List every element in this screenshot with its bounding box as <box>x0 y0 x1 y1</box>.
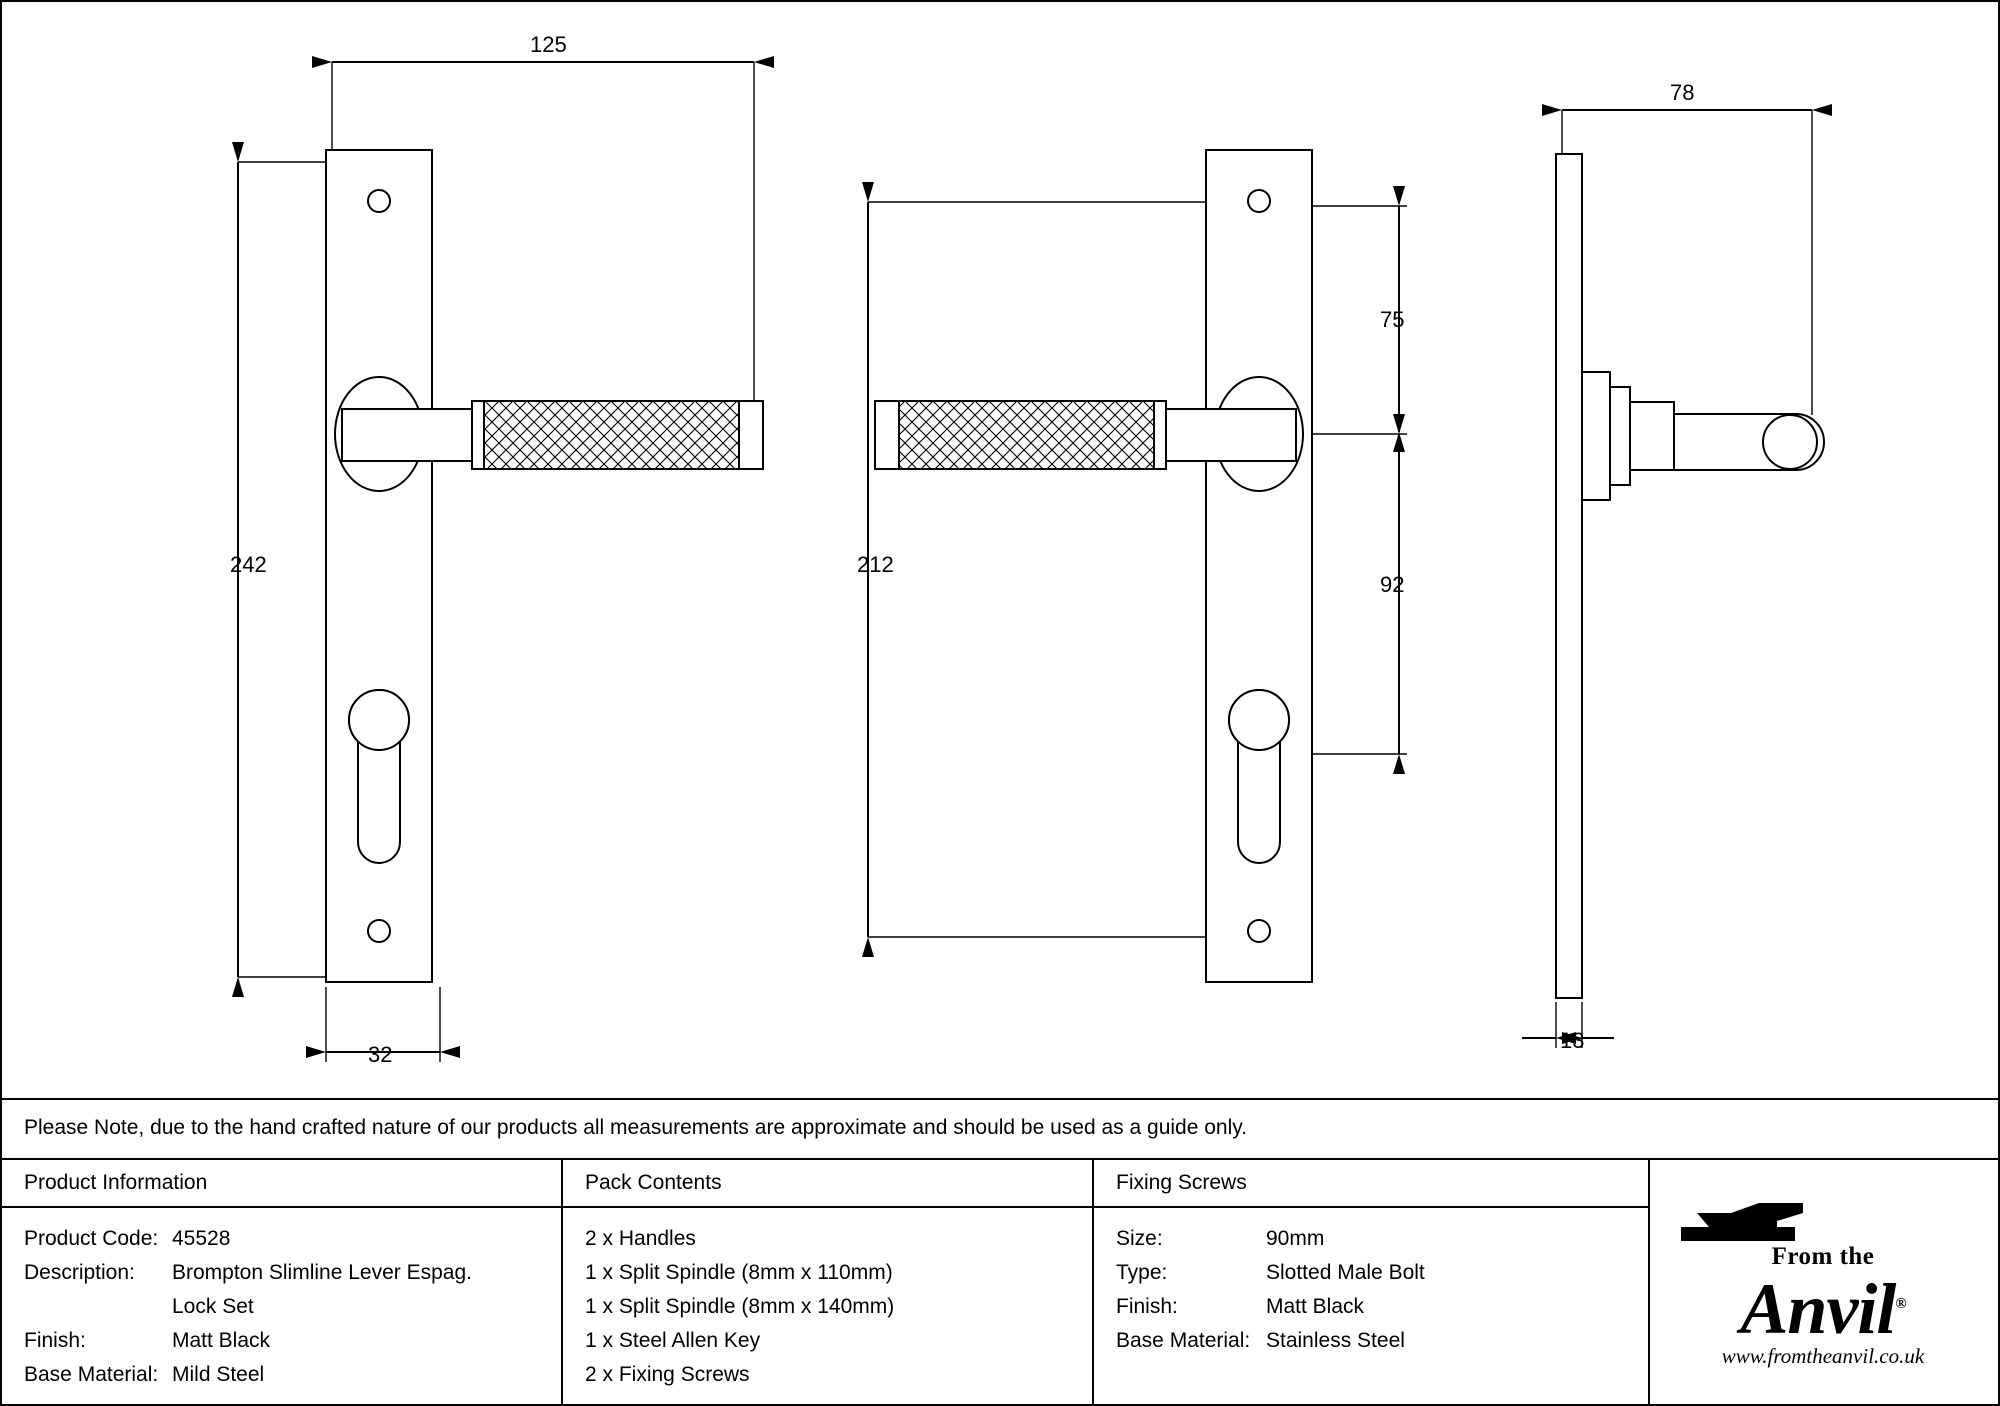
product-drawing-svg <box>2 2 2000 1098</box>
screw-base-material-row <box>1116 1324 1648 1358</box>
screw-type-label: Type: <box>1116 1261 1168 1284</box>
description-label-cont <box>24 1290 172 1324</box>
screw-finish-row <box>1116 1290 1648 1324</box>
registered-trademark-icon: ® <box>1895 1296 1906 1312</box>
pack-contents-heading: Pack Contents <box>563 1160 1092 1208</box>
drawing-area <box>2 2 2000 1098</box>
dim-13: 13 <box>1560 1028 1585 1053</box>
fixing-screws-heading: Fixing Screws <box>1094 1160 1648 1208</box>
finish-row <box>24 1324 561 1358</box>
measurement-note <box>2 1098 1998 1158</box>
base-material-row <box>24 1358 561 1392</box>
dim-212: 212 <box>857 552 894 577</box>
description-value: Brompton Slimline Lever Espag. <box>172 1261 472 1284</box>
pack-contents-item: 2 x Fixing Screws <box>585 1363 750 1386</box>
base-material-value: Mild Steel <box>172 1363 265 1386</box>
dim-78: 78 <box>1670 80 1695 105</box>
dim-242: 242 <box>230 552 267 577</box>
screw-base-material-value: Stainless Steel <box>1266 1329 1405 1352</box>
product-code-row <box>24 1222 561 1256</box>
screw-finish-label: Finish: <box>1116 1295 1178 1318</box>
product-code-label: Product Code: <box>24 1227 159 1250</box>
pack-contents-body <box>563 1208 1092 1392</box>
screw-size-value: 90mm <box>1266 1227 1325 1250</box>
pack-contents-column <box>563 1160 1094 1406</box>
from-the-anvil-logo <box>1650 1160 1996 1406</box>
dim-125: 125 <box>530 32 567 57</box>
pack-contents-item: 1 x Steel Allen Key <box>585 1329 761 1352</box>
description-row <box>24 1256 561 1290</box>
dim-32: 32 <box>368 1042 393 1067</box>
screw-size-label: Size: <box>1116 1227 1163 1250</box>
finish-value: Matt Black <box>172 1329 271 1352</box>
info-columns <box>2 1160 1998 1406</box>
fixing-screws-body <box>1094 1208 1648 1358</box>
logo-main-word: Anvil <box>1740 1269 1896 1349</box>
screw-finish-value: Matt Black <box>1266 1295 1365 1318</box>
description-value-cont: Lock Set <box>172 1295 254 1318</box>
pack-contents-item: 1 x Split Spindle (8mm x 110mm) <box>585 1261 893 1284</box>
product-information-heading: Product Information <box>2 1160 561 1208</box>
screw-type-row <box>1116 1256 1648 1290</box>
product-information-body <box>2 1208 561 1392</box>
brand-logo-column <box>1650 1160 1996 1406</box>
logo-url-text: www.fromtheanvil.co.uk <box>1721 1344 1925 1368</box>
pack-contents-item: 2 x Handles <box>585 1227 696 1250</box>
product-information-column <box>2 1160 563 1406</box>
description-row-cont <box>24 1290 561 1324</box>
base-material-label: Base Material: <box>24 1363 159 1386</box>
screw-size-row <box>1116 1222 1648 1256</box>
finish-label: Finish: <box>24 1329 86 1352</box>
pack-contents-item: 1 x Split Spindle (8mm x 140mm) <box>585 1295 895 1318</box>
dim-75: 75 <box>1380 307 1405 332</box>
fixing-screws-column <box>1094 1160 1650 1406</box>
product-code-value: 45528 <box>172 1227 231 1250</box>
logo-top-text: From the <box>1771 1243 1875 1270</box>
description-label: Description: <box>24 1261 135 1284</box>
dim-92: 92 <box>1380 572 1405 597</box>
screw-base-material-label: Base Material: <box>1116 1329 1251 1352</box>
anvil-silhouette-icon <box>1673 1197 1973 1249</box>
screw-type-value: Slotted Male Bolt <box>1266 1261 1425 1284</box>
logo-main-text <box>1740 1269 1906 1349</box>
measurement-note-text: Please Note, due to the hand crafted nature of our products all measurements are approximate and should be used as a guide only. <box>24 1116 1248 1139</box>
